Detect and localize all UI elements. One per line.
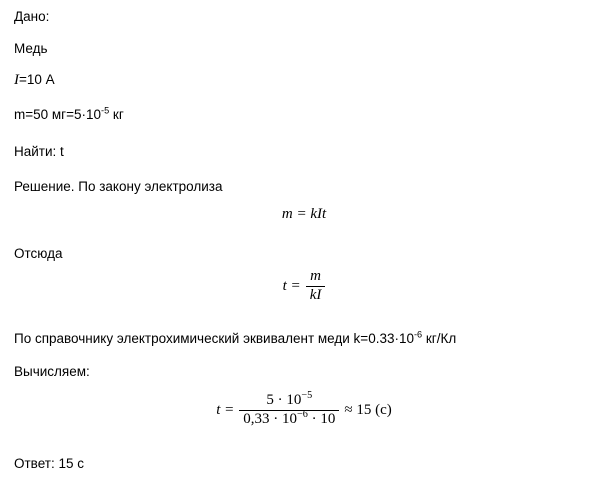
formula-time-general-denominator: kI bbox=[309, 286, 322, 303]
formula-time-numeric-denominator bbox=[239, 408, 339, 429]
current-symbol: I bbox=[14, 72, 19, 88]
formula-numeric-num-exp: −5 bbox=[301, 390, 313, 401]
current-line bbox=[14, 73, 55, 88]
formula-time-numeric-lhs: t = bbox=[216, 401, 235, 418]
reference-exponent: -6 bbox=[413, 329, 423, 340]
formula-numeric-den-tail: · 10 bbox=[307, 410, 336, 427]
formula-time-numeric bbox=[0, 392, 608, 428]
formula-time-general-fraction bbox=[306, 268, 326, 304]
hence-label: Отсюда bbox=[14, 246, 63, 261]
reference-line bbox=[14, 329, 457, 346]
formula-time-numeric-result: ≈ 15 (с) bbox=[344, 401, 392, 418]
mass-value: m=50 мг=5·10 bbox=[14, 107, 102, 122]
formula-time-general bbox=[0, 268, 608, 304]
reference-unit: кг/Кл bbox=[422, 331, 457, 346]
material-label: Медь bbox=[14, 41, 48, 56]
compute-label: Вычисляем: bbox=[14, 364, 90, 379]
answer-label: Ответ: 15 с bbox=[14, 456, 84, 471]
formula-time-numeric-row bbox=[216, 392, 392, 428]
formula-law-text: m = kIt bbox=[281, 206, 327, 222]
mass-unit: кг bbox=[109, 107, 124, 122]
reference-text: По справочнику электрохимический эквивалент меди k=0.33·10 bbox=[14, 331, 414, 346]
mass-exponent: -5 bbox=[101, 105, 110, 116]
formula-numeric-den-exp: −6 bbox=[297, 408, 308, 420]
formula-time-numeric-numerator bbox=[239, 392, 339, 411]
formula-numeric-num-base: 5 · 10 bbox=[266, 392, 302, 408]
current-value: =10 А bbox=[19, 72, 55, 87]
formula-electrolysis-law bbox=[0, 205, 608, 223]
solution-label: Решение. По закону электролиза bbox=[14, 179, 223, 194]
formula-numeric-den-base: 0,33 · 10 bbox=[243, 410, 298, 427]
formula-time-general-row bbox=[283, 268, 326, 304]
formula-time-general-numerator: m bbox=[306, 268, 326, 287]
find-label: Найти: t bbox=[14, 144, 64, 159]
formula-time-numeric-fraction bbox=[239, 392, 339, 428]
given-label: Дано: bbox=[14, 9, 50, 24]
mass-line bbox=[14, 105, 124, 122]
formula-time-general-lhs: t = bbox=[282, 277, 301, 294]
